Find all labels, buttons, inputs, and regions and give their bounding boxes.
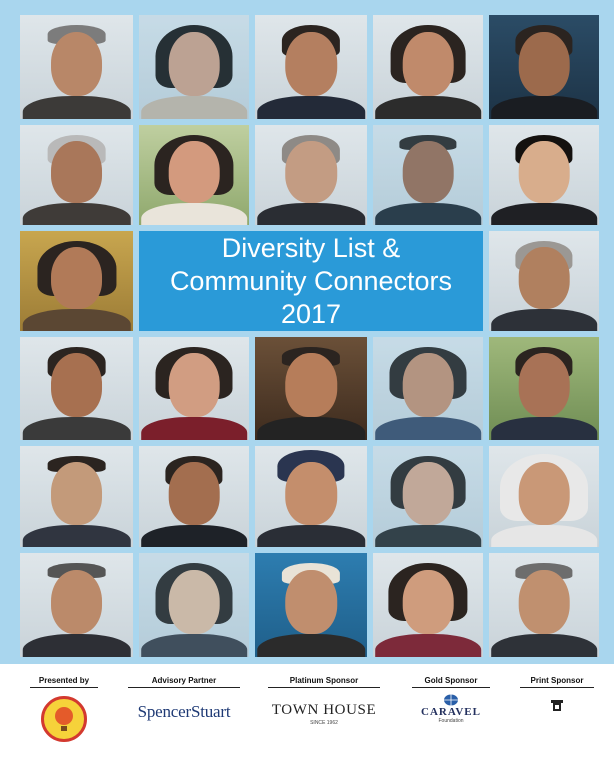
portrait-photo [20,446,133,547]
portrait-photo [373,553,483,657]
portrait-photo [489,553,599,657]
portrait-photo [373,337,483,440]
portrait-photo [139,553,249,657]
portrait-photo [20,15,133,119]
portrait-photo [255,337,367,440]
portrait-photo [489,337,599,440]
portrait-photo [20,125,133,225]
portrait-photo [255,15,367,119]
sponsor-presented-by [30,676,98,742]
title-box [139,231,483,331]
portrait-photo [139,15,249,119]
portrait-photo [20,553,133,657]
sponsor-label: Advisory Partner [128,676,240,688]
title-line-2: Community Connectors [169,265,453,296]
portrait-photo [139,446,249,547]
title-line-1: Diversity List & [221,232,401,263]
portrait-photo [489,231,599,331]
hot-air-balloon-icon [49,704,79,734]
portrait-photo [489,125,599,225]
town-house-logo: TOWN HOUSE [271,702,377,718]
indo-american-news-logo-icon [41,696,87,742]
town-house-since: SINCE 1962 [310,720,338,726]
portrait-photo [255,553,367,657]
portrait-photo [489,15,599,119]
sponsor-label: Print Sponsor [520,676,594,688]
caravel-globe-icon [443,694,459,706]
portrait-photo [20,337,133,440]
sponsor-platinum [268,676,380,726]
sponsor-gold [412,676,490,724]
portrait-photo [139,337,249,440]
print-sponsor-logo-icon [550,698,564,712]
title-year: 2017 [280,298,342,329]
portrait-photo [489,446,599,547]
sponsor-advisory-partner [128,676,240,722]
portrait-photo [255,125,367,225]
sponsor-footer [0,664,614,767]
portrait-photo [255,446,367,547]
portrait-grid [20,15,599,657]
caravel-foundation: Foundation [438,718,464,724]
portrait-photo [20,231,133,331]
sponsor-label: Presented by [30,676,98,688]
spencer-stuart-logo: SpencerStuart [137,702,231,721]
portrait-photo [373,15,483,119]
caravel-logo: CARAVEL [421,706,481,718]
sponsor-label: Platinum Sponsor [268,676,380,688]
sponsor-print [520,676,594,712]
portrait-photo [139,125,249,225]
sponsor-label: Gold Sponsor [412,676,490,688]
portrait-photo [373,125,483,225]
portrait-photo [373,446,483,547]
